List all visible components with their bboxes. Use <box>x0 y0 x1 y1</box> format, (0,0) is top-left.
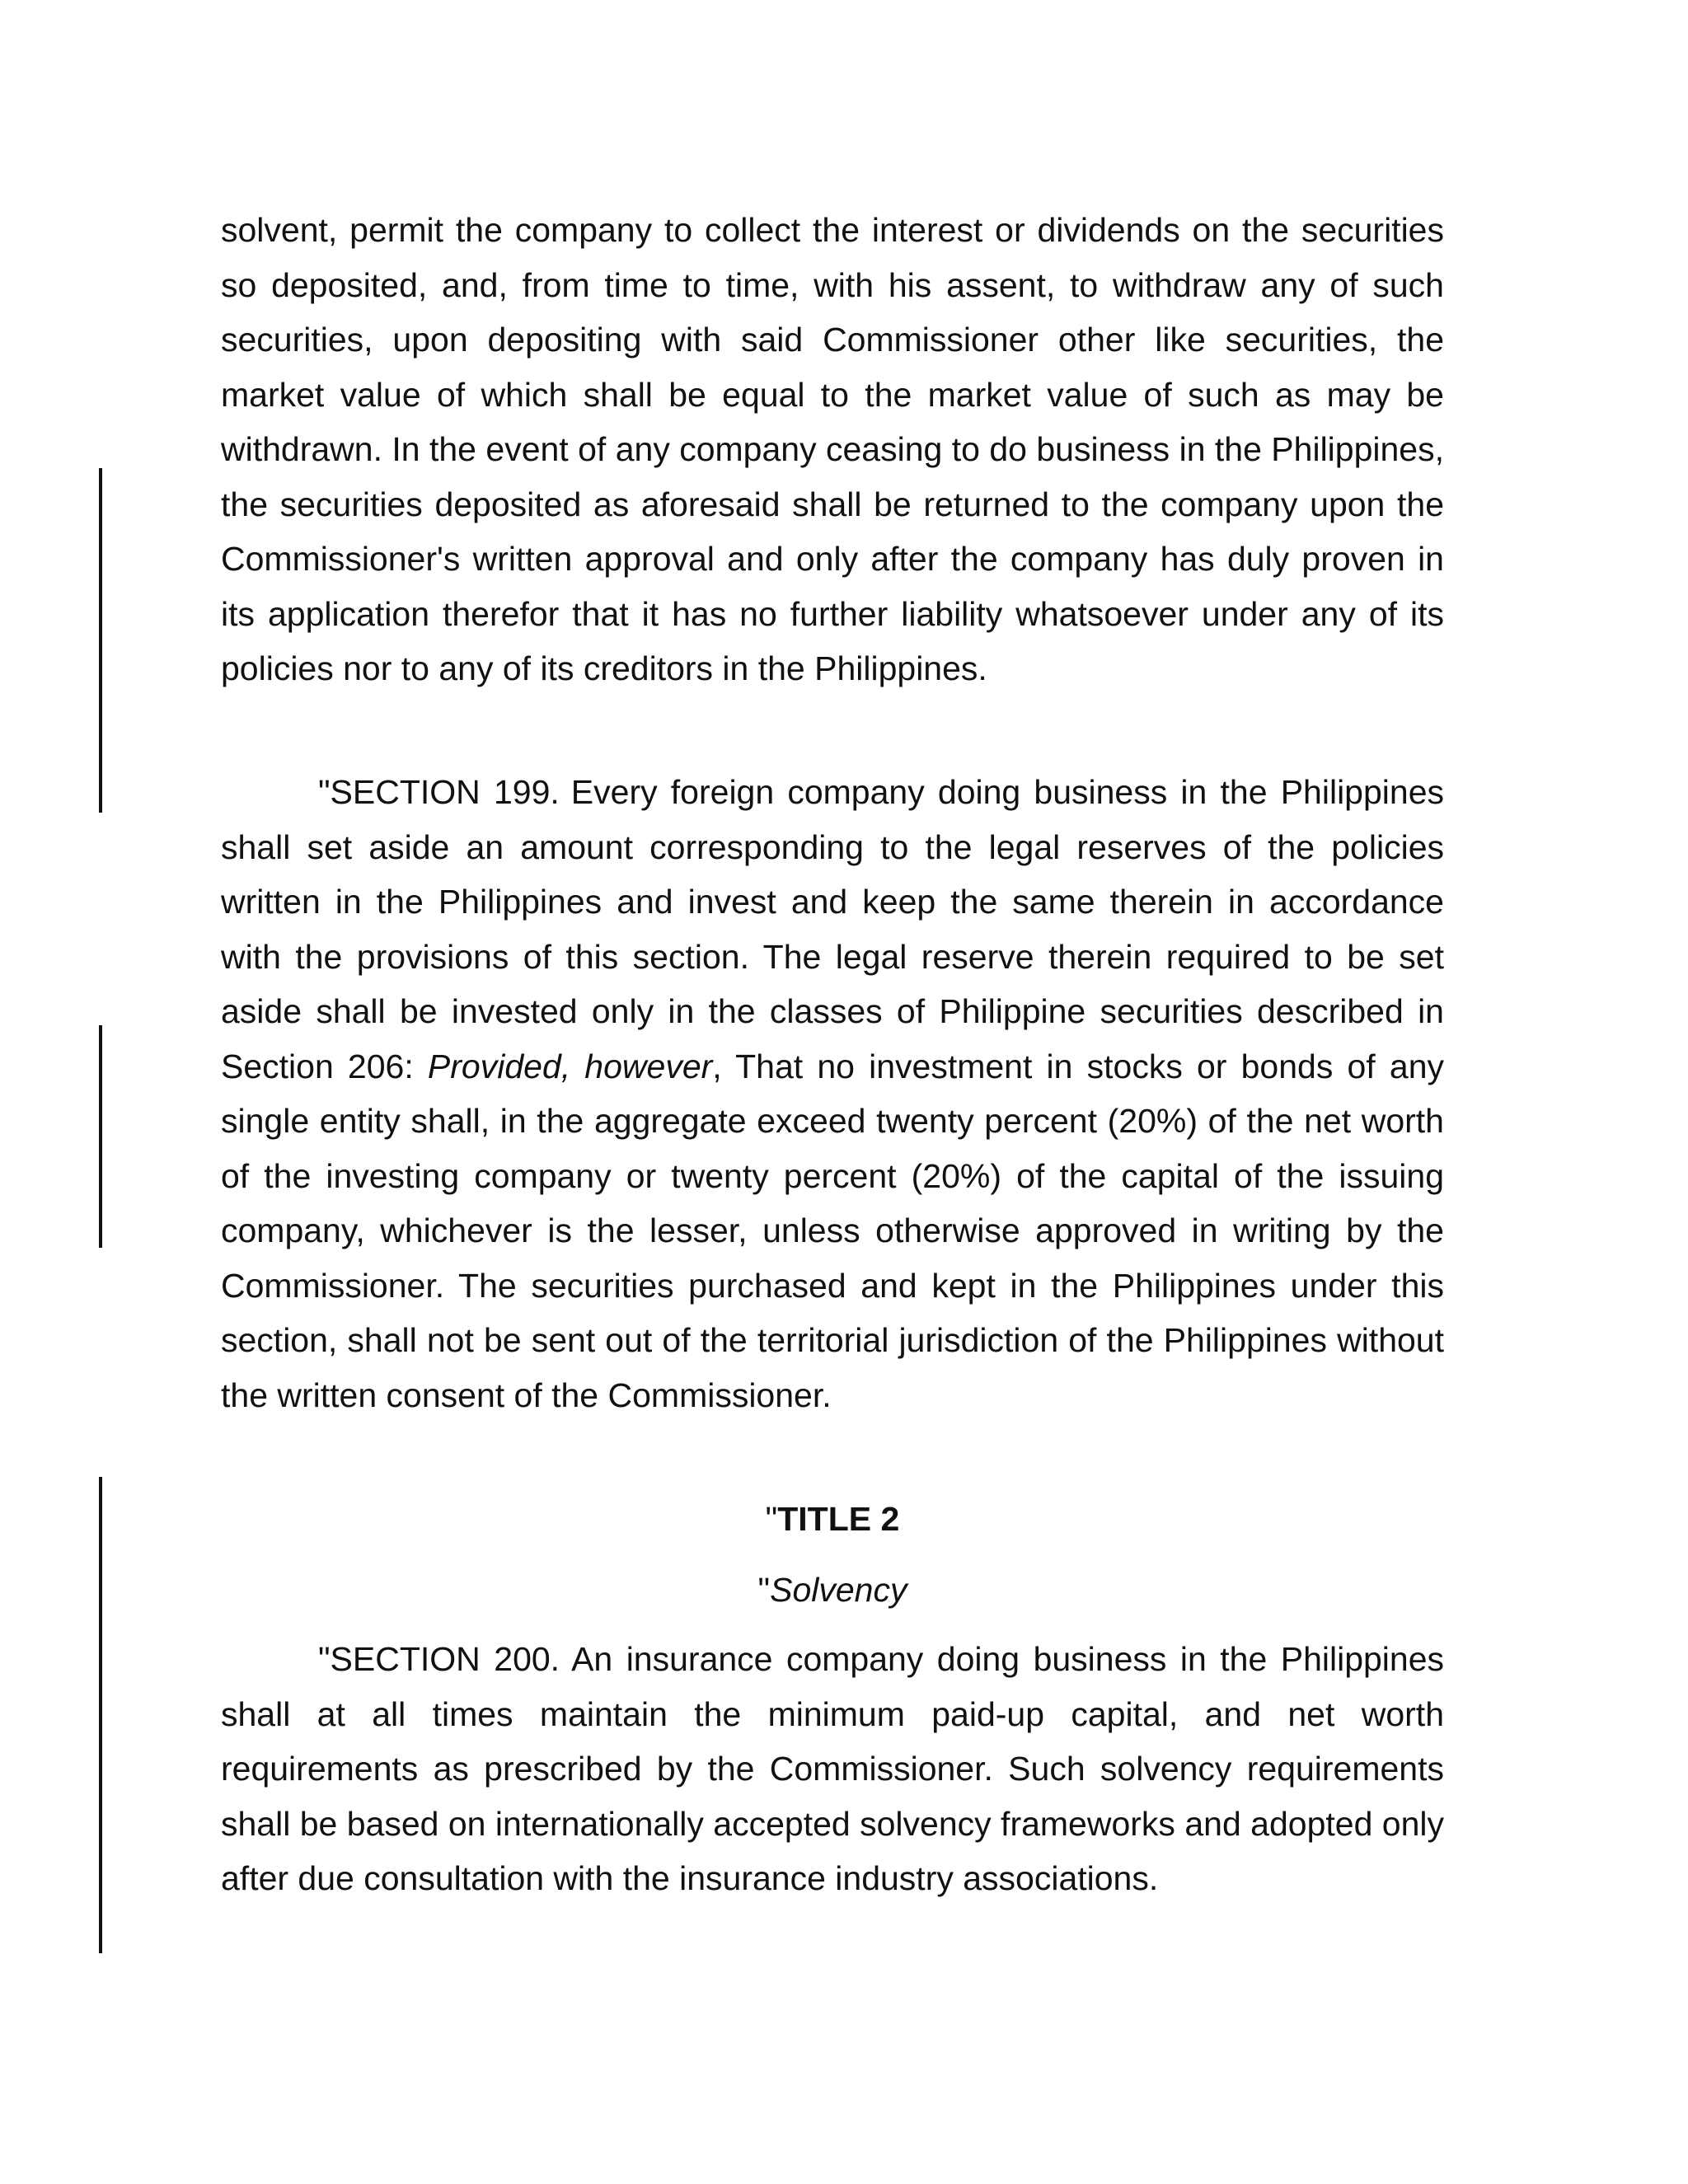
paragraph-continued: solvent, permit the company to collect the interest or dividends on the securities so deposited, and, from time to time, with his assent, to withdraw any of such securities, upon depositing with said Commissioner other like securities, the market value of which shall be equal to the market value of such as may be withdrawn. In the event of any company ceasing to do business in the Philippines, the securities deposited as aforesaid shall be returned to the company upon the Commissioner's written approval and only after the company has duly proven in its application therefor that it has no further liability whatsoever under any of its policies nor to any of its creditors in the Philippines. <box>221 211 1444 687</box>
section-200-paragraph <box>221 1632 1444 1906</box>
title-heading <box>221 1492 1444 1546</box>
section-199-label: "SECTION 199. <box>318 773 560 811</box>
subtitle-text: Solvency <box>770 1571 907 1609</box>
revision-bar <box>99 1025 102 1248</box>
section-199-emphasis: Provided, however <box>427 1047 713 1085</box>
title-quote: " <box>765 1500 778 1538</box>
revision-bar <box>99 1477 102 1953</box>
subtitle-quote: " <box>757 1571 771 1609</box>
title-text: TITLE 2 <box>777 1500 900 1538</box>
revision-bar <box>99 468 102 813</box>
section-200-text: An insurance company doing business in the Philippines shall at all times maintain the minimum paid-up capital, and net worth requirements as prescribed by the Commissioner. Such solvency requirements shall be based on internationally accepted solvency frameworks and adopted only after due consultation with the insurance industry associations. <box>221 1640 1445 1897</box>
section-199-text-part-2: , That no investment in stocks or bonds of any single entity shall, in the aggregate exceed twenty percent (20%) of the net worth of the investing company or twenty percent (20%) of the capital of the issuing company, whichever is the lesser, unless otherwise approved in writing by the Commissioner. The securities purchased and kept in the Philippines under this section, shall not be sent out of the territorial jurisdiction of the Philippines without the written consent of the Commissioner. <box>221 1047 1444 1414</box>
section-199-text-part-1: Every foreign company doing business in the Philippines shall set aside an amount corresponding to the legal reserves of the policies written in the Philippines and invest and keep the same therein in accordance with the provisions of this section. The legal reserve therein required to be set aside shall be invested only in the classes of Philippine securities described in Section 206: <box>221 773 1445 1085</box>
section-199-paragraph <box>221 765 1444 1422</box>
section-200-label: "SECTION 200. <box>318 1640 560 1678</box>
subtitle-heading <box>221 1563 1444 1617</box>
